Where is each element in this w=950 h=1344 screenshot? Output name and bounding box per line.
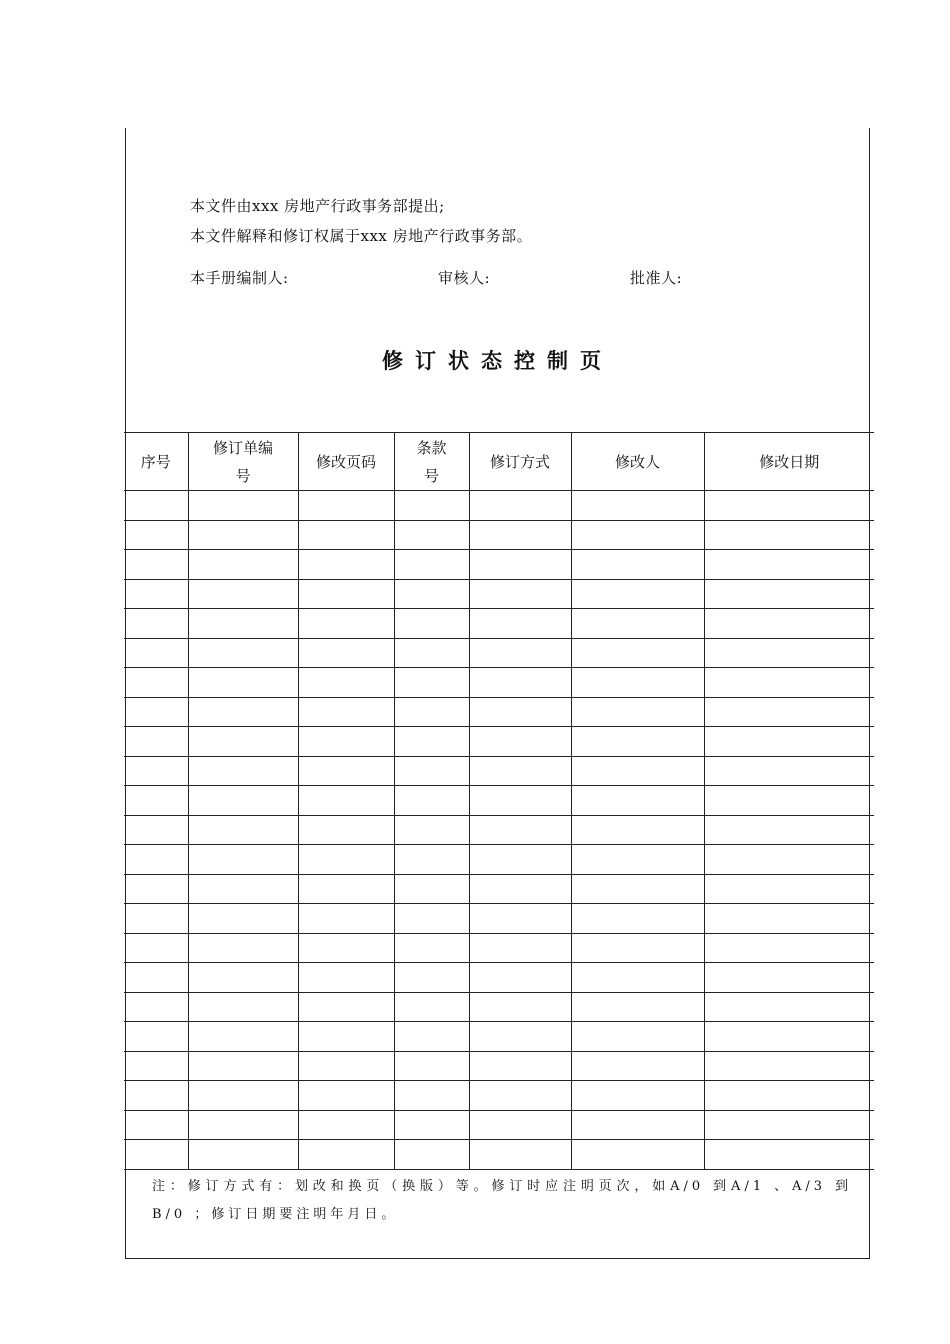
- table-cell: [469, 1081, 571, 1111]
- table-cell: [394, 904, 469, 934]
- table-cell: [298, 550, 394, 580]
- table-cell: [298, 845, 394, 875]
- table-cell: [469, 992, 571, 1022]
- table-cell: [298, 1110, 394, 1140]
- table-row: [124, 491, 874, 521]
- table-row: [124, 1022, 874, 1052]
- table-cell: [188, 727, 298, 757]
- approver-label: 批准人:: [630, 269, 683, 287]
- table-cell: [394, 1140, 469, 1170]
- table-header-row: [124, 433, 874, 491]
- table-cell: [124, 579, 188, 609]
- table-cell: [571, 1051, 704, 1081]
- table-cell: [571, 845, 704, 875]
- table-cell: [188, 1081, 298, 1111]
- table-cell: [469, 609, 571, 639]
- table-cell: [394, 1110, 469, 1140]
- header-revision-method: 修订方式: [469, 433, 571, 491]
- table-cell: [298, 756, 394, 786]
- table-cell: [704, 727, 874, 757]
- table-cell: [394, 579, 469, 609]
- table-cell: [188, 1022, 298, 1052]
- table-cell: [188, 579, 298, 609]
- header-clause-no: 条款号: [394, 433, 469, 491]
- table-cell: [298, 579, 394, 609]
- table-cell: [704, 520, 874, 550]
- table-cell: [469, 1140, 571, 1170]
- table-cell: [571, 815, 704, 845]
- table-row: [124, 638, 874, 668]
- table-cell: [571, 933, 704, 963]
- table-cell: [298, 1051, 394, 1081]
- table-cell: [394, 815, 469, 845]
- table-cell: [188, 963, 298, 993]
- table-cell: [124, 874, 188, 904]
- table-cell: [124, 1051, 188, 1081]
- table-cell: [704, 963, 874, 993]
- table-cell: [469, 963, 571, 993]
- table-cell: [298, 933, 394, 963]
- table-cell: [469, 815, 571, 845]
- table-cell: [469, 756, 571, 786]
- table-row: [124, 904, 874, 934]
- table-cell: [469, 550, 571, 580]
- table-cell: [394, 1081, 469, 1111]
- table-row: [124, 815, 874, 845]
- table-cell: [124, 992, 188, 1022]
- table-cell: [394, 638, 469, 668]
- table-cell: [124, 815, 188, 845]
- table-cell: [188, 1140, 298, 1170]
- intro-line-1: 本文件由xxx 房地产行政事务部提出;: [190, 197, 445, 215]
- table-cell: [571, 963, 704, 993]
- table-cell: [571, 1110, 704, 1140]
- table-cell: [394, 491, 469, 521]
- table-row: [124, 668, 874, 698]
- table-cell: [571, 697, 704, 727]
- table-row: [124, 609, 874, 639]
- table-cell: [469, 668, 571, 698]
- table-cell: [571, 786, 704, 816]
- table-cell: [469, 904, 571, 934]
- table-cell: [188, 638, 298, 668]
- table-cell: [469, 727, 571, 757]
- table-cell: [571, 550, 704, 580]
- table-cell: [188, 550, 298, 580]
- reviewer-label: 审核人:: [438, 269, 491, 287]
- table-cell: [124, 697, 188, 727]
- table-cell: [704, 638, 874, 668]
- table-cell: [704, 874, 874, 904]
- table-cell: [188, 933, 298, 963]
- table-cell: [469, 1110, 571, 1140]
- table-row: [124, 845, 874, 875]
- table-cell: [124, 1081, 188, 1111]
- table-cell: [394, 933, 469, 963]
- table-cell: [124, 668, 188, 698]
- table-cell: [704, 904, 874, 934]
- table-cell: [298, 668, 394, 698]
- table-row: [124, 1051, 874, 1081]
- table-row: [124, 1140, 874, 1170]
- table-cell: [298, 815, 394, 845]
- table-cell: [394, 668, 469, 698]
- table-row: [124, 786, 874, 816]
- table-cell: [124, 963, 188, 993]
- table-cell: [704, 1022, 874, 1052]
- page-title: 修订状态控制页: [382, 349, 613, 373]
- table-cell: [188, 520, 298, 550]
- table-cell: [571, 609, 704, 639]
- table-cell: [469, 874, 571, 904]
- table-cell: [704, 1081, 874, 1111]
- table-cell: [469, 1022, 571, 1052]
- table-cell: [394, 874, 469, 904]
- table-cell: [124, 609, 188, 639]
- table-cell: [704, 756, 874, 786]
- table-row: [124, 874, 874, 904]
- table-cell: [298, 1081, 394, 1111]
- table-cell: [704, 933, 874, 963]
- table-row: [124, 697, 874, 727]
- table-cell: [704, 579, 874, 609]
- table-cell: [394, 1022, 469, 1052]
- table-cell: [571, 638, 704, 668]
- table-cell: [298, 697, 394, 727]
- table-cell: [469, 1051, 571, 1081]
- table-cell: [188, 697, 298, 727]
- table-cell: [124, 638, 188, 668]
- header-serial: 序号: [124, 433, 188, 491]
- table-cell: [469, 786, 571, 816]
- table-cell: [571, 904, 704, 934]
- table-cell: [124, 1110, 188, 1140]
- table-cell: [394, 609, 469, 639]
- table-cell: [394, 727, 469, 757]
- table-cell: [571, 1081, 704, 1111]
- table-cell: [124, 933, 188, 963]
- table-cell: [571, 756, 704, 786]
- table-cell: [469, 933, 571, 963]
- table-cell: [298, 638, 394, 668]
- table-row: [124, 1081, 874, 1111]
- table-cell: [469, 579, 571, 609]
- table-cell: [394, 520, 469, 550]
- table-row: [124, 1110, 874, 1140]
- table-cell: [394, 550, 469, 580]
- table-cell: [571, 1140, 704, 1170]
- table-row: [124, 756, 874, 786]
- table-cell: [571, 992, 704, 1022]
- table-cell: [298, 1022, 394, 1052]
- table-cell: [704, 992, 874, 1022]
- table-cell: [124, 756, 188, 786]
- table-cell: [469, 697, 571, 727]
- table-cell: [188, 874, 298, 904]
- table-row: [124, 933, 874, 963]
- table-cell: [188, 1051, 298, 1081]
- table-cell: [469, 845, 571, 875]
- table-cell: [124, 520, 188, 550]
- table-cell: [124, 1140, 188, 1170]
- revision-table-body: [124, 491, 874, 1170]
- table-cell: [298, 727, 394, 757]
- table-cell: [704, 786, 874, 816]
- table-cell: [188, 845, 298, 875]
- table-cell: [394, 786, 469, 816]
- table-cell: [124, 727, 188, 757]
- table-row: [124, 550, 874, 580]
- header-page-no: 修改页码: [298, 433, 394, 491]
- table-cell: [298, 874, 394, 904]
- table-cell: [124, 1022, 188, 1052]
- table-cell: [188, 756, 298, 786]
- table-cell: [298, 1140, 394, 1170]
- table-cell: [704, 1110, 874, 1140]
- table-cell: [298, 609, 394, 639]
- table-cell: [298, 491, 394, 521]
- table-cell: [704, 668, 874, 698]
- table-cell: [704, 845, 874, 875]
- table-row: [124, 727, 874, 757]
- table-cell: [394, 697, 469, 727]
- table-cell: [704, 1051, 874, 1081]
- table-cell: [469, 520, 571, 550]
- table-cell: [298, 963, 394, 993]
- table-cell: [571, 491, 704, 521]
- table-row: [124, 963, 874, 993]
- header-modify-date: 修改日期: [704, 433, 874, 491]
- table-cell: [188, 1110, 298, 1140]
- header-revision-no: 修订单编号: [188, 433, 298, 491]
- table-cell: [571, 668, 704, 698]
- table-cell: [704, 550, 874, 580]
- table-cell: [571, 727, 704, 757]
- table-cell: [298, 520, 394, 550]
- table-cell: [124, 845, 188, 875]
- table-cell: [188, 491, 298, 521]
- table-cell: [704, 697, 874, 727]
- table-cell: [704, 815, 874, 845]
- table-cell: [394, 992, 469, 1022]
- table-cell: [394, 963, 469, 993]
- table-cell: [188, 904, 298, 934]
- table-cell: [704, 609, 874, 639]
- intro-line-2: 本文件解释和修订权属于xxx 房地产行政事务部。: [190, 227, 533, 245]
- table-cell: [188, 609, 298, 639]
- footnote: 注：修订方式有：划改和换页（换版）等。修订时应注明页次，如A/0 到A/1 、A/3 到B/0 ；修订日期要注明年月日。: [152, 1179, 852, 1222]
- table-cell: [124, 786, 188, 816]
- table-row: [124, 992, 874, 1022]
- table-cell: [188, 786, 298, 816]
- table-cell: [571, 579, 704, 609]
- table-cell: [394, 1051, 469, 1081]
- table-cell: [298, 904, 394, 934]
- editor-label: 本手册编制人:: [190, 269, 289, 287]
- table-cell: [571, 1022, 704, 1052]
- table-cell: [571, 520, 704, 550]
- table-cell: [704, 491, 874, 521]
- table-cell: [124, 904, 188, 934]
- table-cell: [298, 992, 394, 1022]
- table-cell: [124, 550, 188, 580]
- table-cell: [124, 491, 188, 521]
- table-cell: [188, 668, 298, 698]
- table-cell: [188, 815, 298, 845]
- table-cell: [394, 845, 469, 875]
- table-cell: [188, 992, 298, 1022]
- table-cell: [469, 638, 571, 668]
- table-row: [124, 520, 874, 550]
- header-modifier: 修改人: [571, 433, 704, 491]
- table-cell: [469, 491, 571, 521]
- revision-table: [124, 432, 874, 1170]
- table-cell: [394, 756, 469, 786]
- table-cell: [298, 786, 394, 816]
- table-cell: [571, 874, 704, 904]
- table-row: [124, 579, 874, 609]
- table-cell: [704, 1140, 874, 1170]
